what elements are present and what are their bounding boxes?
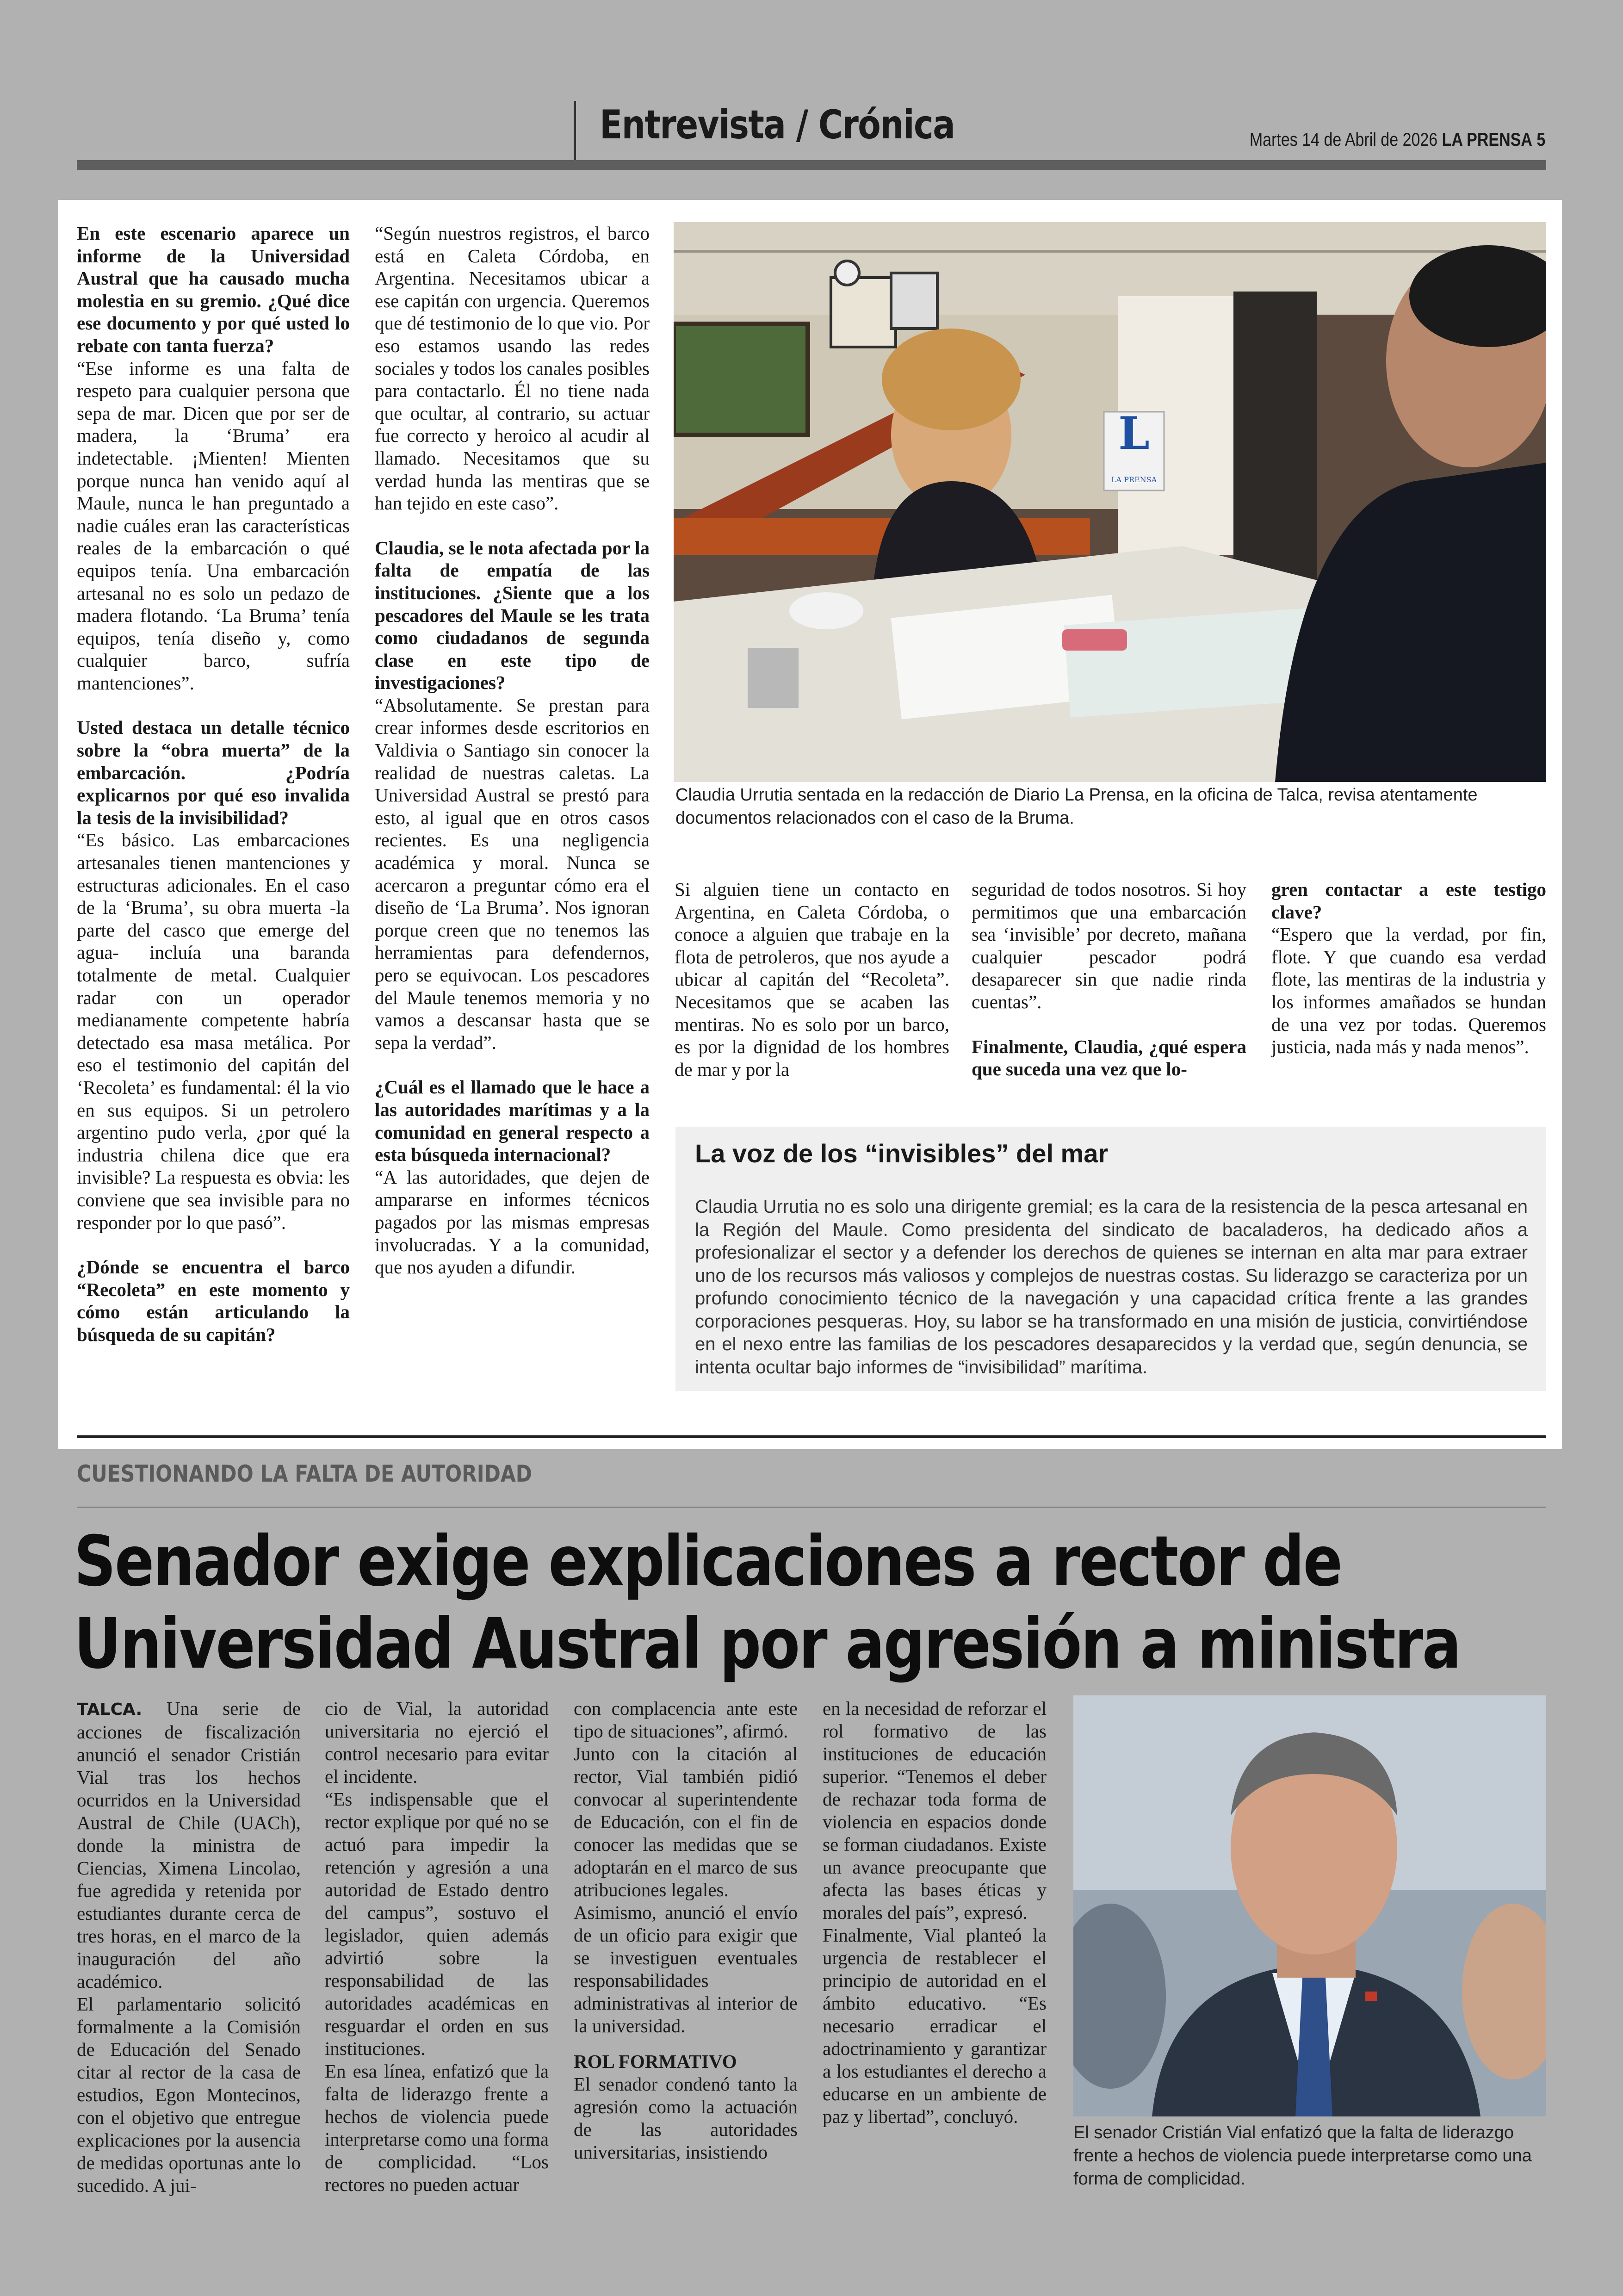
- profile-sidebar-body: Claudia Urrutia no es solo una dirigente gremial; es la cara de la resistencia de la pesca artesanal en la Región del Maule. Como presidenta del sindicato de bacaladeros, ha dedicado años a profesionalizar el sector y a defender los derechos de quienes se internan en alta mar para extraer uno de los recursos más valiosos y complejos de nuestras costas. Su liderazgo se caracteriza por un profundo conocimiento técnico de la navegación y una capacidad crítica frente a las grandes corporaciones pesqueras. Hoy, su labor se ha transformado en una misión de justicia, convirtiéndose en el nexo entre las familias de los pescadores desaparecidos y la verdad que, según denuncia, se intenta ocultar bajo informes de “invisibilidad” marítima.: [695, 1197, 1528, 1378]
- senator-photo: [1073, 1695, 1546, 2116]
- news-column-4: [823, 1697, 1047, 2128]
- news-headline-line-1: Senador exige explicaciones a rector de: [74, 1521, 1342, 1602]
- interview-answer: “Espero que la verdad, por fin, flote. Y que cuando esa verdad flote, las mentiras de la industria y los informes amañados se hundan de una vez por todas. Queremos justicia, nada más y nada menos”.: [1271, 924, 1546, 1058]
- interview-question: ¿Cuál es el llamado que le hace a las autoridades marítimas y a la comunidad en general respecto a esta búsqueda internacional?: [375, 1076, 650, 1166]
- news-paragraph: El parlamentario solicitó formalmente a la Comisión de Educación del Senado citar al rector de la casa de estudios, Egon Montecinos, con el objetivo que entregue explicaciones por la ausencia de medidas oportunas ante lo sucedido. A jui-: [77, 1993, 301, 2196]
- interview-column-3: [675, 878, 949, 1080]
- senator-photo-illustration: [1073, 1695, 1546, 2116]
- header-dateline: [1250, 130, 1545, 150]
- news-column-3: [574, 1697, 798, 2164]
- interview-answer: “Según nuestros registros, el barco está en Caleta Córdoba, en Argentina. Necesitamos ubicar a ese capitán con urgencia. Queremos que dé testimonio de lo que vio. Por eso estamos usando las redes sociales y todos los canales posibles para contactarlo. Él no tiene nada que ocultar, al contrario, su actuar fue correcto y heroico al acudir al llamado. Necesitamos que su verdad hunda las mentiras que se han tejido en este caso”.: [375, 223, 650, 514]
- page-number: 5: [1536, 130, 1545, 150]
- interview-answer: “A las autoridades, que dejen de ampararse en informes técnicos pagados por las mismas empresas involucradas. Y a la comunidad, que nos ayuden a difundir.: [375, 1166, 650, 1278]
- news-paragraph: Finalmente, Vial planteó la urgencia de restablecer el principio de autoridad en el ámbito educativo. “Es necesario erradicar el adoctrinamiento y garantizar a los estudiantes el derecho a educarse en un ambiente de paz y libertad”, concluyó.: [823, 1924, 1047, 2127]
- profile-sidebar-title: La voz de los “invisibles” del mar: [695, 1139, 1109, 1168]
- news-column-2: [325, 1697, 549, 2196]
- photo-logo-text: LA PRENSA: [1111, 475, 1157, 484]
- news-paragraph: “Es indispensable que el rector explique por qué no se actuó para impedir la retención y agresión a una autoridad de Estado dentro del campus”, sostuvo el legislador, quien además advirtió sobre la responsabilidad de las autoridades académicas en resguardar el orden en sus instituciones.: [325, 1788, 549, 2059]
- interview-column-1: [77, 222, 350, 1346]
- interview-photo-caption: Claudia Urrutia sentada en la redacción de Diario La Prensa, en la oficina de Talca, revisa atentamente documentos relacionados con el caso de la Bruma.: [675, 785, 1478, 828]
- header-rule: [77, 160, 1546, 170]
- news-paragraph: en la necesidad de reforzar el rol formativo de las instituciones de educación superior. “Tenemos el deber de rechazar toda forma de violencia en espacios donde se forman ciudadanos. Existe un avance preocupante que afecta las bases éticas y morales del país”, expresó.: [823, 1698, 1047, 1923]
- interview-answer: “Ese informe es una falta de respeto para cualquier persona que sepa de mar. Dicen que por ser de madera, la ‘Bruma’ era indetectable. ¡Mienten! Mienten porque nunca han venido aquí al Maule, nunca le han preguntado a nadie cuáles eran las características reales de la embarcación o qué equipos tenía. Una embarcación artesanal no es solo un pedazo de madera flotando. ‘La Bruma’ tenía equipos, tenía diseño y, como cualquier barco, sufría mantenciones”.: [77, 357, 350, 694]
- paper-name: LA PRENSA: [1442, 130, 1532, 150]
- news-paragraph: cio de Vial, la autoridad universitaria no ejerció el control necesario para evitar el incidente.: [325, 1698, 549, 1787]
- news-paragraph: con complacencia ante este tipo de situaciones”, afirmó.: [574, 1698, 798, 1742]
- interview-question: Claudia, se le nota afectada por la falta de empatía de las instituciones. ¿Siente que a los pescadores del Maule se les trata como ciudadanos de segunda clase en este tipo de investigaciones?: [375, 537, 650, 694]
- interview-answer: Si alguien tiene un contacto en Argentina, en Caleta Córdoba, o conoce a alguien que trabaje en la flota de petroleros, que nos ayude a ubicar al capitán del “Recoleta”. Necesitamos que se acaben las mentiras. No es solo por un barco, es por la dignidad de los hombres de mar y por la: [675, 879, 949, 1080]
- news-paragraph: El senador condenó tanto la agresión como la actuación de las autoridades universitarias, insistiendo: [574, 2073, 798, 2163]
- section-divider: [77, 1435, 1546, 1438]
- interview-photo-illustration: [674, 222, 1546, 782]
- news-paragraph: En esa línea, enfatizó que la falta de liderazgo frente a hechos de violencia puede interpretarse como una forma de complicidad. “Los rectores no pueden actuar: [325, 2060, 549, 2195]
- photo-logo: L: [1118, 407, 1150, 459]
- news-paragraph: Asimismo, anunció el envío de un oficio para exigir que se investiguen eventuales responsabilidades administrativas al interior de la universidad.: [574, 1902, 798, 2036]
- interview-question: En este escenario aparece un informe de la Universidad Austral que ha causado mucha molestia en su gremio. ¿Qué dice ese documento y por qué usted lo rebate con tanta fuerza?: [77, 223, 350, 356]
- interview-answer: “Absolutamente. Se prestan para crear informes desde escritorios en Valdivia o Santiago sin conocer la realidad de nuestras caletas. La Universidad Austral se prestó para esto, al igual que en otros casos recientes. Es una negligencia académica y moral. Nunca se acercaron a preguntar cómo era el diseño de ‘La Bruma’. Nos ignoran porque creen que no tenemos las herramientas para defendernos, pero se equivocan. Los pescadores del Maule tenemos memoria y no vamos a descansar hasta que se sepa la verdad”.: [375, 694, 650, 1053]
- news-subhead: ROL FORMATIVO: [574, 2051, 737, 2072]
- interview-photo: [674, 222, 1546, 782]
- section-title: Entrevista / Crónica: [600, 102, 955, 148]
- senator-photo-caption: El senador Cristián Vial enfatizó que la falta de liderazgo frente a hechos de violencia puede interpretarse como una forma de complicidad.: [1073, 2123, 1532, 2189]
- dateline: TALCA.: [77, 1700, 142, 1719]
- news-kicker: CUESTIONANDO LA FALTA DE AUTORIDAD: [77, 1460, 533, 1487]
- news-column-1: [77, 1697, 301, 2197]
- interview-answer: seguridad de todos nosotros. Si hoy permitimos que una embarcación sea ‘invisible’ por decreto, mañana cualquier pescador podrá desaparecer sin que nadie rinda cuentas”.: [972, 879, 1246, 1012]
- issue-date: Martes 14 de Abril de 2026: [1249, 130, 1437, 150]
- interview-question: Usted destaca un detalle técnico sobre la “obra muerta” de la embarcación. ¿Podría explicarnos por qué eso invalida la tesis de la invisibilidad?: [77, 717, 350, 828]
- interview-question: ¿Dónde se encuentra el barco “Recoleta” en este momento y cómo están articulando la búsqueda de su capitán?: [77, 1256, 350, 1345]
- kicker-rule: [77, 1507, 1546, 1508]
- interview-question: Finalmente, Claudia, ¿qué espera que suceda una vez que lo-: [972, 1036, 1246, 1080]
- interview-column-4: [972, 878, 1246, 1080]
- interview-question: gren contactar a este testigo clave?: [1271, 879, 1546, 923]
- news-lead: Una serie de acciones de fiscalización anunció el senador Cristián Vial tras los hechos ocurridos en la Universidad Austral de Chile (UACh), donde la ministra de Ciencias, Ximena Lincolao, fue agredida y retenida por estudiantes durante cerca de tres horas, en el marco de la inauguración del año académico.: [77, 1698, 301, 1992]
- interview-answer: “Es básico. Las embarcaciones artesanales tienen mantenciones y estructuras adicionales. En el caso de la ‘Bruma’, su obra muerta -la parte del casco que emerge del agua- incluía una baranda totalmente de metal. Cualquier radar con un operador medianamente competente habría detectado esa masa metálica. Por eso el testimonio del capitán del ‘Recoleta’ es fundamental: él la vio en sus equipos. Si un petrolero argentino pudo verla, ¿por qué la industria chilena dice que era invisible? La respuesta es obvia: les conviene que sea invisible para no responder por lo que pasó”.: [77, 829, 350, 1233]
- interview-column-5: [1271, 878, 1546, 1058]
- news-headline-line-2: Universidad Austral por agresión a ministra: [74, 1604, 1461, 1684]
- news-paragraph: Junto con la citación al rector, Vial también pidió convocar al superintendente de Educación, con el fin de conocer las medidas que se adoptarán en el marco de sus atribuciones legales.: [574, 1743, 798, 1900]
- interview-column-2: [375, 222, 650, 1278]
- header-divider: [574, 101, 576, 161]
